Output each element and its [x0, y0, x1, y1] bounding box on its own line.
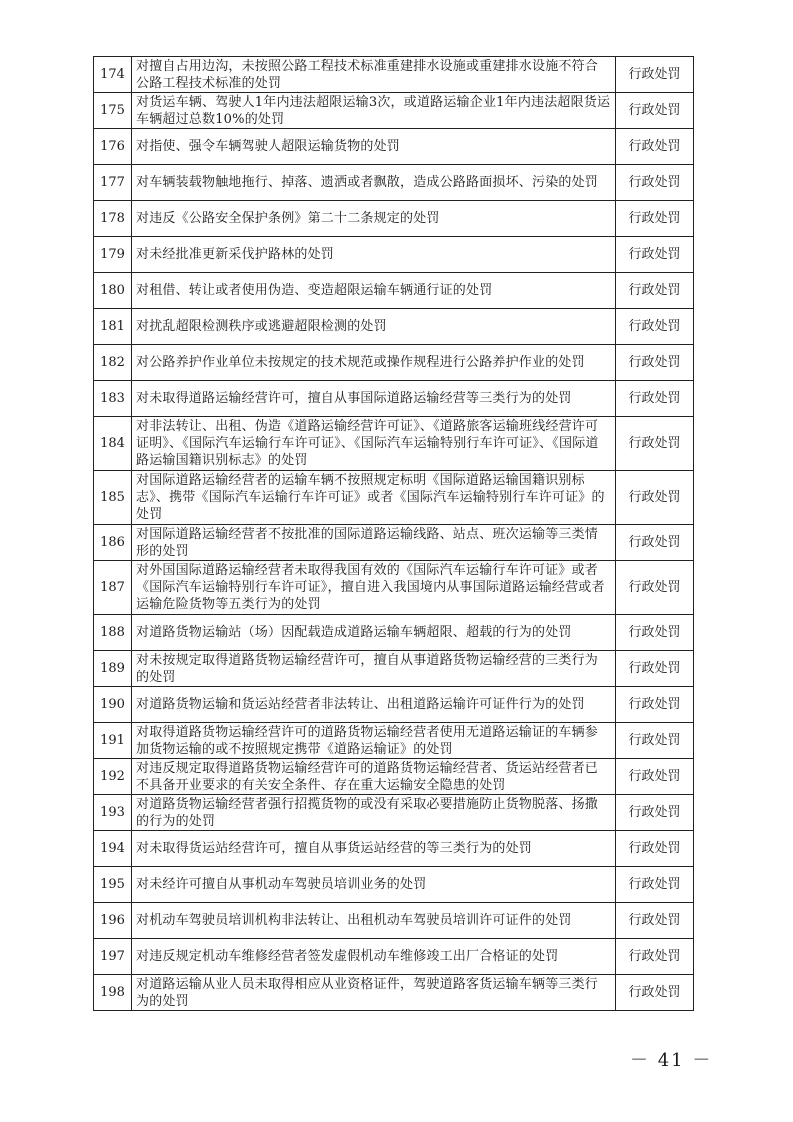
- row-type: 行政处罚: [616, 309, 694, 345]
- row-item: 对未取得道路运输经营许可，擅自从事国际道路运输经营等三类行为的处罚: [132, 381, 616, 417]
- table-row: [94, 831, 694, 867]
- row-type: 行政处罚: [616, 165, 694, 201]
- row-type: 行政处罚: [616, 795, 694, 831]
- row-type: 行政处罚: [616, 723, 694, 759]
- row-type: 行政处罚: [616, 201, 694, 237]
- row-type: 行政处罚: [616, 903, 694, 939]
- row-number: 188: [94, 615, 132, 651]
- row-type: 行政处罚: [616, 831, 694, 867]
- row-item: 对车辆装载物触地拖行、掉落、遗洒或者飘散，造成公路路面损坏、污染的处罚: [132, 165, 616, 201]
- table-row: [94, 381, 694, 417]
- row-type: 行政处罚: [616, 615, 694, 651]
- table-row: [94, 165, 694, 201]
- row-item: 对租借、转让或者使用伪造、变造超限运输车辆通行证的处罚: [132, 273, 616, 309]
- row-number: 189: [94, 651, 132, 687]
- row-type: 行政处罚: [616, 417, 694, 471]
- table-row: [94, 903, 694, 939]
- table-row: [94, 723, 694, 759]
- row-type: 行政处罚: [616, 381, 694, 417]
- row-item: 对取得道路货物运输经营许可的道路货物运输经营者使用无道路运输证的车辆参加货物运输的或不按照规定携带《道路运输证》的处罚: [132, 723, 616, 759]
- table-row: [94, 561, 694, 615]
- row-type: 行政处罚: [616, 525, 694, 561]
- row-item: 对违反《公路安全保护条例》第二十二条规定的处罚: [132, 201, 616, 237]
- table-row: [94, 93, 694, 129]
- table-row: [94, 471, 694, 525]
- row-number: 195: [94, 867, 132, 903]
- row-item: 对擅自占用边沟，未按照公路工程技术标准重建排水设施或重建排水设施不符合公路工程技术标准的处罚: [132, 57, 616, 93]
- row-number: 175: [94, 93, 132, 129]
- table-row: [94, 273, 694, 309]
- row-type: 行政处罚: [616, 687, 694, 723]
- table-row: [94, 417, 694, 471]
- row-number: 185: [94, 471, 132, 525]
- row-item: 对国际道路运输经营者不按批准的国际道路运输线路、站点、班次运输等三类情形的处罚: [132, 525, 616, 561]
- table-row: [94, 129, 694, 165]
- table-row: [94, 309, 694, 345]
- row-number: 192: [94, 759, 132, 795]
- row-number: 191: [94, 723, 132, 759]
- row-number: 179: [94, 237, 132, 273]
- row-type: 行政处罚: [616, 57, 694, 93]
- table-row: [94, 615, 694, 651]
- table-row: [94, 867, 694, 903]
- row-type: 行政处罚: [616, 867, 694, 903]
- row-number: 180: [94, 273, 132, 309]
- penalty-table: [93, 56, 694, 1011]
- row-number: 178: [94, 201, 132, 237]
- row-item: 对非法转让、出租、伪造《道路运输经营许可证》、《道路旅客运输班线经营许可证明》、《国际汽车运输行车许可证》、《国际汽车运输特别行车许可证》、《国际道路运输国籍识别标志》的处罚: [132, 417, 616, 471]
- row-type: 行政处罚: [616, 561, 694, 615]
- row-item: 对道路货物运输经营者强行招揽货物的或没有采取必要措施防止货物脱落、扬撒的行为的处罚: [132, 795, 616, 831]
- row-item: 对违反规定取得道路货物运输经营许可的道路货物运输经营者、货运站经营者已不具备开业要求的有关安全条件、存在重大运输安全隐患的处罚: [132, 759, 616, 795]
- row-number: 174: [94, 57, 132, 93]
- row-type: 行政处罚: [616, 975, 694, 1011]
- row-number: 176: [94, 129, 132, 165]
- row-number: 194: [94, 831, 132, 867]
- row-type: 行政处罚: [616, 237, 694, 273]
- row-number: 198: [94, 975, 132, 1011]
- table-row: [94, 651, 694, 687]
- table-body: [94, 57, 694, 1011]
- row-item: 对公路养护作业单位未按规定的技术规范或操作规程进行公路养护作业的处罚: [132, 345, 616, 381]
- row-type: 行政处罚: [616, 651, 694, 687]
- table-row: [94, 237, 694, 273]
- table-row: [94, 759, 694, 795]
- table-row: [94, 975, 694, 1011]
- row-type: 行政处罚: [616, 273, 694, 309]
- row-type: 行政处罚: [616, 471, 694, 525]
- row-item: 对国际道路运输经营者的运输车辆不按照规定标明《国际道路运输国籍识别标志》、携带《国际汽车运输行车许可证》或者《国际汽车运输特别行车许可证》的处罚: [132, 471, 616, 525]
- row-item: 对外国国际道路运输经营者未取得我国有效的《国际汽车运输行车许可证》或者《国际汽车运输特别行车许可证》，擅自进入我国境内从事国际道路运输经营或者运输危险货物等五类行为的处罚: [132, 561, 616, 615]
- row-type: 行政处罚: [616, 759, 694, 795]
- row-number: 193: [94, 795, 132, 831]
- row-number: 177: [94, 165, 132, 201]
- table-row: [94, 57, 694, 93]
- table-row: [94, 687, 694, 723]
- row-number: 196: [94, 903, 132, 939]
- table-row: [94, 795, 694, 831]
- row-type: 行政处罚: [616, 939, 694, 975]
- row-number: 190: [94, 687, 132, 723]
- row-type: 行政处罚: [616, 93, 694, 129]
- row-item: 对未取得货运站经营许可，擅自从事货运站经营的等三类行为的处罚: [132, 831, 616, 867]
- row-item: 对道路货物运输站（场）因配载造成道路运输车辆超限、超载的行为的处罚: [132, 615, 616, 651]
- page-number: － 41 －: [630, 1050, 713, 1071]
- table-row: [94, 345, 694, 381]
- row-item: 对扰乱超限检测秩序或逃避超限检测的处罚: [132, 309, 616, 345]
- row-item: 对未按规定取得道路货物运输经营许可，擅自从事道路货物运输经营的三类行为的处罚: [132, 651, 616, 687]
- table-row: [94, 525, 694, 561]
- row-number: 187: [94, 561, 132, 615]
- row-item: 对道路运输从业人员未取得相应从业资格证件，驾驶道路客货运输车辆等三类行为的处罚: [132, 975, 616, 1011]
- row-item: 对机动车驾驶员培训机构非法转让、出租机动车驾驶员培训许可证件的处罚: [132, 903, 616, 939]
- row-number: 197: [94, 939, 132, 975]
- table-row: [94, 939, 694, 975]
- row-item: 对指使、强令车辆驾驶人超限运输货物的处罚: [132, 129, 616, 165]
- table-row: [94, 201, 694, 237]
- row-item: 对未经批准更新采伐护路林的处罚: [132, 237, 616, 273]
- row-type: 行政处罚: [616, 129, 694, 165]
- row-number: 186: [94, 525, 132, 561]
- row-item: 对货运车辆、驾驶人1年内违法超限运输3次，或道路运输企业1年内违法超限货运车辆超过总数10%的处罚: [132, 93, 616, 129]
- row-item: 对违反规定机动车维修经营者签发虚假机动车维修竣工出厂合格证的处罚: [132, 939, 616, 975]
- row-type: 行政处罚: [616, 345, 694, 381]
- row-number: 183: [94, 381, 132, 417]
- row-number: 181: [94, 309, 132, 345]
- row-number: 184: [94, 417, 132, 471]
- row-item: 对未经许可擅自从事机动车驾驶员培训业务的处罚: [132, 867, 616, 903]
- row-item: 对道路货物运输和货运站经营者非法转让、出租道路运输许可证件行为的处罚: [132, 687, 616, 723]
- row-number: 182: [94, 345, 132, 381]
